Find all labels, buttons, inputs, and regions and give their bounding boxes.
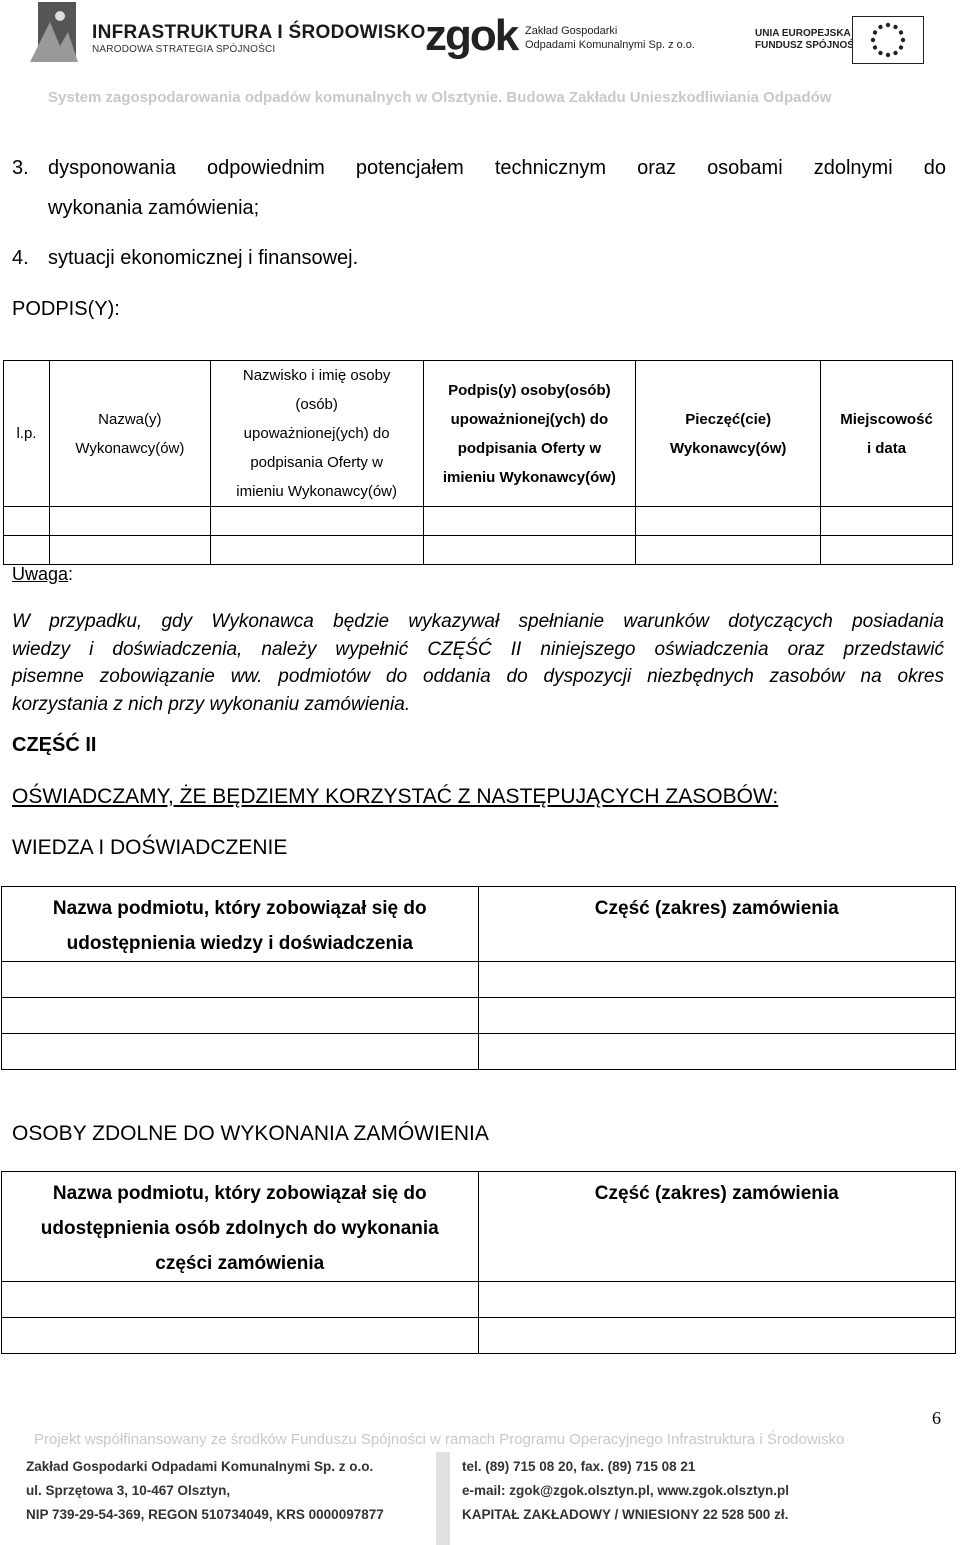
col-contractor-name: Nazwa(y) Wykonawcy(ów) — [49, 361, 210, 507]
footer-divider — [436, 1452, 450, 1545]
item-3-number: 3. — [12, 157, 29, 179]
item-4-text: sytuacji ekonomicznej i finansowej. — [48, 247, 359, 269]
table-row — [4, 507, 953, 536]
knowledge-table — [1, 886, 956, 1070]
eu-star-icon — [886, 53, 890, 57]
table-cell[interactable] — [478, 1282, 955, 1318]
persons-table-header — [2, 1172, 956, 1282]
eu-star-icon — [899, 45, 903, 49]
table-row — [2, 1034, 956, 1070]
item-3-line-2: wykonania zamówienia; — [48, 197, 260, 219]
col-entity-persons: Nazwa podmiotu, który zobowiązał się do udostępnienia osób zdolnych do wykonania części zamówienia — [2, 1172, 479, 1282]
col-lp: l.p. — [4, 361, 50, 507]
table-cell[interactable] — [49, 536, 210, 565]
infrastruktura-title: INFRASTRUKTURA I ŚRODOWISKO — [92, 22, 426, 43]
note-text: W przypadku, gdy Wykonawca będzie wykazywał spełnianie warunków dotyczących posiadania wiedzy i doświadczenia, należy wypełnić CZĘŚĆ II niniejszego oświadczenia oraz przedstawić pisemne zobowiązanie ww. podmiotów do oddania do dyspozycji niezbędnych zasobów na okres korzystania z nich przy wykonaniu zamówienia. — [12, 611, 944, 715]
col-scope: Część (zakres) zamówienia — [478, 887, 955, 962]
table-cell[interactable] — [821, 507, 953, 536]
signature-table — [3, 360, 953, 565]
table-cell[interactable] — [478, 962, 955, 998]
signatures-label: PODPIS(Y): — [12, 298, 120, 320]
eu-fund-name: UNIA EUROPEJSKA FUNDUSZ SPÓJNOŚCI — [755, 28, 864, 51]
persons-table — [1, 1171, 956, 1354]
table-row — [2, 962, 956, 998]
table-cell[interactable] — [2, 1034, 479, 1070]
knowledge-table-header — [2, 887, 956, 962]
eu-star-icon — [873, 30, 877, 34]
table-cell[interactable] — [423, 507, 636, 536]
table-cell[interactable] — [2, 962, 479, 998]
table-row — [2, 1318, 956, 1354]
part-2-title: CZĘŚĆ II — [12, 734, 97, 756]
eu-star-icon — [893, 25, 897, 29]
col-entity-knowledge: Nazwa podmiotu, który zobowiązał się do udostępnienia wiedzy i doświadczenia — [2, 887, 479, 962]
table-row — [4, 536, 953, 565]
signature-table-header — [4, 361, 953, 507]
eu-star-icon — [899, 30, 903, 34]
funding-line: Projekt współfinansowany ze środków Funduszu Spójności w ramach Programu Operacyjnego Infrastruktura i Środowisko — [34, 1431, 845, 1448]
note-label: Uwaga: — [12, 564, 74, 584]
col-place-date: Miejscowość i data — [821, 361, 953, 507]
table-cell[interactable] — [210, 507, 423, 536]
col-stamp: Pieczęć(cie) Wykonawcy(ów) — [636, 361, 821, 507]
table-row — [2, 1282, 956, 1318]
infrastruktura-logo-icon — [30, 2, 78, 62]
table-cell[interactable] — [210, 536, 423, 565]
zgok-logo: zgok — [425, 11, 518, 60]
table-cell[interactable] — [4, 536, 50, 565]
table-cell[interactable] — [4, 507, 50, 536]
col-authorized-person: Nazwisko i imię osoby (osób) upoważnionej(ych) do podpisania Oferty w imieniu Wykonawcy(ów) — [210, 361, 423, 507]
eu-star-icon — [886, 23, 890, 27]
table-cell[interactable] — [478, 1034, 955, 1070]
col-signature: Podpis(y) osoby(osób) upoważnionej(ych) do podpisania Oferty w imieniu Wykonawcy(ów) — [423, 361, 636, 507]
item-3-line-1: dysponowania odpowiednim potencjałem technicznym oraz osobami zdolnymi do — [48, 157, 946, 179]
table-cell[interactable] — [636, 536, 821, 565]
table-cell[interactable] — [2, 1318, 479, 1354]
eu-flag-icon — [852, 16, 924, 64]
item-4-number: 4. — [12, 247, 29, 269]
infrastruktura-subtitle: NARODOWA STRATEGIA SPÓJNOŚCI — [92, 44, 276, 55]
table-cell[interactable] — [478, 1318, 955, 1354]
section-knowledge-title: WIEDZA I DOŚWIADCZENIE — [12, 836, 288, 859]
eu-star-icon — [873, 45, 877, 49]
footer-contact-block: tel. (89) 715 08 20, fax. (89) 715 08 21 e-mail: zgok@zgok.olsztyn.pl, www.zgok.olsztyn.pl KAPITAŁ ZAKŁADOWY / WNIESIONY 22 528 500 zł. — [462, 1459, 789, 1522]
table-cell[interactable] — [423, 536, 636, 565]
system-header-line: System zagospodarowania odpadów komunalnych w Olsztynie. Budowa Zakładu Unieszkodliwiania Odpadów — [48, 89, 832, 106]
col-scope: Część (zakres) zamówienia — [478, 1172, 955, 1282]
declaration-heading: OŚWIADCZAMY, ŻE BĘDZIEMY KORZYSTAĆ Z NASTĘPUJĄCYCH ZASOBÓW: — [12, 785, 779, 808]
section-persons-title: OSOBY ZDOLNE DO WYKONANIA ZAMÓWIENIA — [12, 1122, 489, 1145]
zgok-company-name: Zakład Gospodarki Odpadami Komunalnymi Sp. z o.o. — [525, 25, 695, 51]
table-cell[interactable] — [636, 507, 821, 536]
table-cell[interactable] — [2, 1282, 479, 1318]
eu-star-icon — [901, 38, 905, 42]
eu-star-icon — [878, 51, 882, 55]
table-cell[interactable] — [478, 998, 955, 1034]
table-cell[interactable] — [2, 998, 479, 1034]
footer-address-block: Zakład Gospodarki Odpadami Komunalnymi Sp. z o.o. ul. Sprzętowa 3, 10-467 Olsztyn, NIP 739-29-54-369, REGON 510734049, KRS 0000097877 — [26, 1459, 384, 1522]
eu-star-icon — [878, 25, 882, 29]
eu-star-icon — [893, 51, 897, 55]
page-number: 6 — [932, 1408, 941, 1428]
table-cell[interactable] — [49, 507, 210, 536]
table-row — [2, 998, 956, 1034]
eu-star-icon — [871, 38, 875, 42]
table-cell[interactable] — [821, 536, 953, 565]
